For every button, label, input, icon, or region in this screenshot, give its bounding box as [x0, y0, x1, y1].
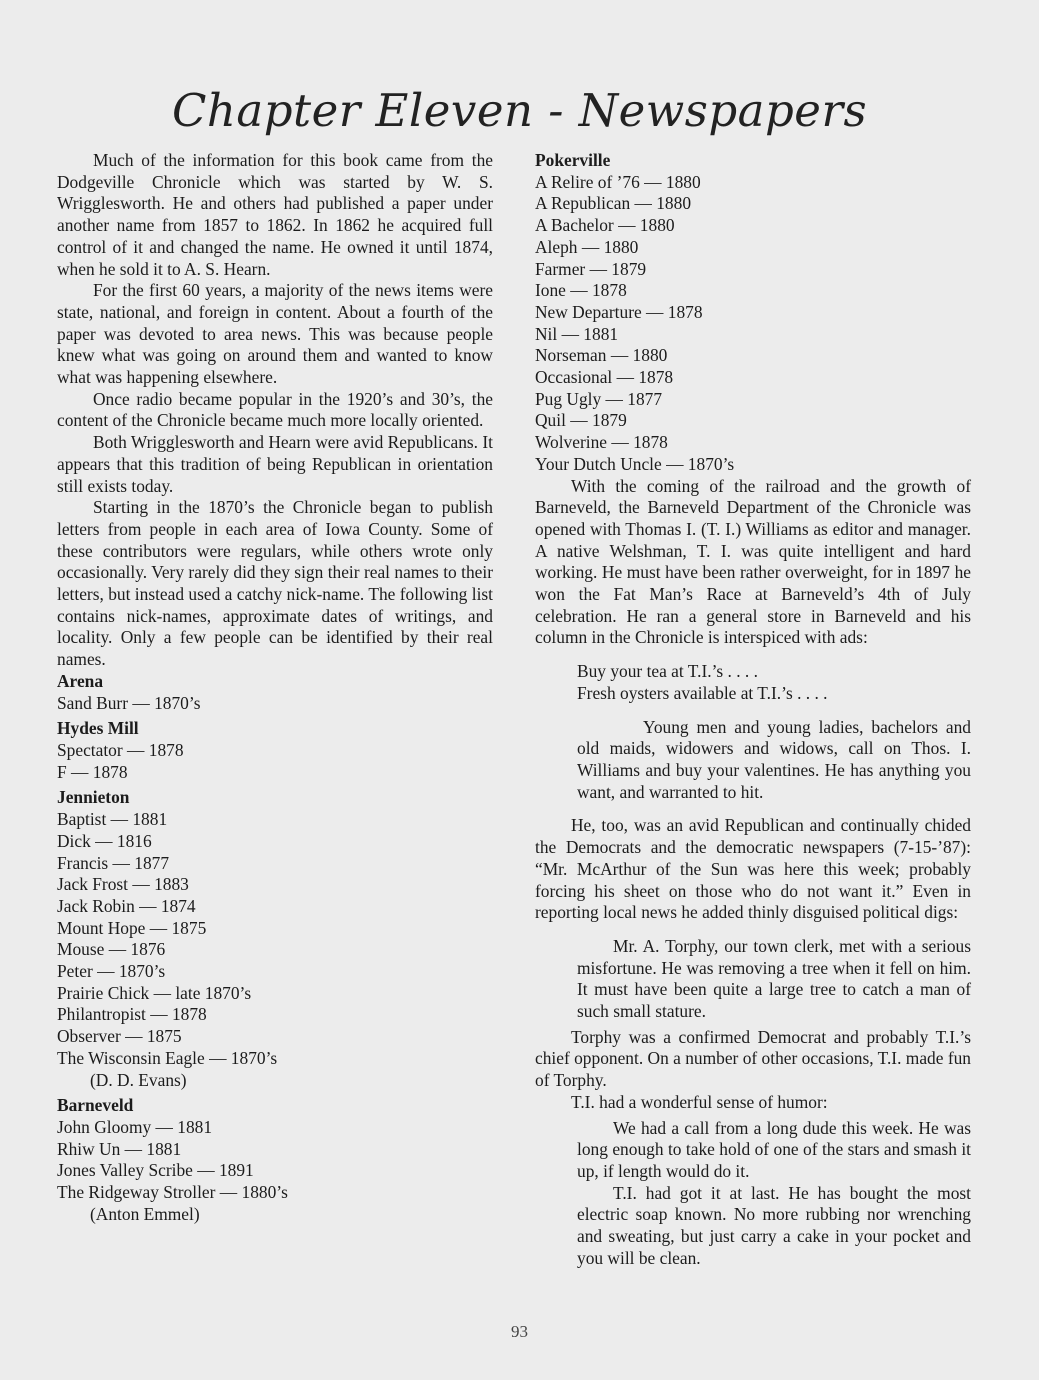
nickname-entry: The Wisconsin Eagle — 1870’s	[57, 1047, 278, 1068]
nickname-entry: Prairie Chick — late 1870’s	[57, 982, 252, 1003]
nickname-real-name: (Anton Emmel)	[90, 1203, 200, 1224]
quote: Mr. A. Torphy, our town clerk, met with a serious misfortune. He was removing a tree when it fell on him. It must have been quite a large tree to catch a man of such small stature.	[577, 935, 971, 1022]
nickname-entry: A Republican — 1880	[535, 193, 692, 214]
left-column	[57, 150, 493, 1225]
ad-quote: Fresh oysters available at T.I.’s . . . .	[577, 682, 828, 703]
quote: We had a call from a long dude this week. He was long enough to take hold of one of the stars and smash it up, if length would do it.	[577, 1117, 971, 1181]
nickname-real-name: (D. D. Evans)	[90, 1069, 187, 1090]
nickname-entry: Mount Hope — 1875	[57, 917, 207, 938]
quote: T.I. had got it at last. He has bought the most electric soap known. No more rubbing nor wrenching and sweating, but just carry a cake in your pocket and you will be clean.	[577, 1182, 971, 1268]
nickname-entry: John Gloomy — 1881	[57, 1116, 213, 1137]
nickname-entry: Observer — 1875	[57, 1026, 182, 1047]
nickname-entry: F — 1878	[57, 761, 128, 782]
quote-block	[535, 1118, 971, 1270]
nickname-entry: Your Dutch Uncle — 1870’s	[535, 453, 735, 474]
nickname-entry: Rhiw Un — 1881	[57, 1138, 182, 1159]
nickname-entry: Jack Frost — 1883	[57, 874, 189, 895]
nickname-entry: Jones Valley Scribe — 1891	[57, 1160, 254, 1181]
paragraph: Much of the information for this book came from the Dodgeville Chronicle which was started by W. S. Wrigglesworth. He and others had published a paper under another name from 1857 to 1862. In 1862 he acquired full control of it and changed the name. He owned it until 1874, when he sold it to A. S. Hearn.	[57, 150, 493, 279]
ad-quote: Young men and young ladies, bachelors and old maids, widowers and widows, call on Thos. I. Williams and buy your valentines. He has anything you want, and warranted to hit.	[577, 716, 971, 802]
nickname-entry: New Departure — 1878	[535, 301, 703, 322]
paragraph: For the first 60 years, a majority of the news items were state, national, and foreign in content. About a fourth of the paper was devoted to area news. This was because people knew what was going on around them and wanted to know what was happening elsewhere.	[57, 280, 493, 388]
paragraph: Torphy was a confirmed Democrat and probably T.I.’s chief opponent. On a number of other occasions, T.I. made fun of Torphy.	[535, 1026, 971, 1091]
nickname-entry: Mouse — 1876	[57, 939, 166, 960]
paragraph: T.I. had a wonderful sense of humor:	[571, 1091, 828, 1112]
nickname-entry: Wolverine — 1878	[535, 432, 668, 453]
nickname-entry: Dick — 1816	[57, 830, 152, 851]
nickname-entry: Pug Ugly — 1877	[535, 388, 663, 409]
area-heading: Barneveld	[57, 1095, 134, 1116]
paragraph: Both Wrigglesworth and Hearn were avid Republicans. It appears that this tradition of being Republican in orientation still exists today.	[57, 432, 493, 496]
nickname-entry: Peter — 1870’s	[57, 961, 166, 982]
nickname-entry: Norseman — 1880	[535, 345, 668, 366]
nickname-entry: Baptist — 1881	[57, 809, 168, 830]
chapter-title: Chapter Eleven - Newspapers	[171, 84, 868, 137]
nickname-entry: Francis — 1877	[57, 852, 170, 873]
area-heading: Jennieton	[57, 787, 130, 808]
nickname-entry: Jack Robin — 1874	[57, 895, 196, 916]
ad-quote-block	[535, 661, 971, 803]
nickname-entry: Nil — 1881	[535, 323, 619, 344]
nickname-entry: Quil — 1879	[535, 410, 627, 431]
nickname-entry: Spectator — 1878	[57, 739, 184, 760]
area-heading: Arena	[57, 670, 104, 691]
quote-block	[535, 936, 971, 1023]
nickname-entry: Occasional — 1878	[535, 367, 674, 388]
paragraph: Starting in the 1870’s the Chronicle began to publish letters from people in each area of Iowa County. Some of these contributors were regulars, while others wrote only occasionally. Very rarely did they sign their real names to their letters, but instead used a catchy nick-name. The following list contains nick-names, approximate dates of writings, and locality. Only a few people can be identified by their real names.	[57, 497, 493, 670]
nickname-entry: Aleph — 1880	[535, 236, 639, 257]
page-number: 93	[511, 1322, 528, 1341]
nickname-entry: Sand Burr — 1870’s	[57, 692, 201, 713]
ad-quote: Buy your tea at T.I.’s . . . .	[577, 661, 758, 682]
nickname-entry: Farmer — 1879	[535, 258, 647, 279]
nickname-entry: A Relire of ’76 — 1880	[535, 171, 701, 192]
area-heading: Pokerville	[535, 150, 611, 170]
area-heading: Hydes Mill	[57, 718, 139, 739]
paragraph: Once radio became popular in the 1920’s and 30’s, the content of the Chronicle became much more locally oriented.	[57, 388, 493, 431]
nickname-entry: Ione — 1878	[535, 280, 627, 301]
nickname-entry: The Ridgeway Stroller — 1880’s	[57, 1182, 288, 1203]
nickname-entry: Philantropist — 1878	[57, 1004, 207, 1025]
paragraph: He, too, was an avid Republican and continually chided the Democrats and the democratic newspapers (7-15-’87): “Mr. McArthur of the Sun was here this week; probably forcing his sheet on those who do not want it.” Even in reporting local news he added thinly disguised political digs:	[535, 815, 971, 923]
nickname-entry: A Bachelor — 1880	[535, 215, 675, 236]
right-column	[535, 150, 971, 1269]
paragraph: With the coming of the railroad and the growth of Barneveld, the Barneveld Department of the Chronicle was opened with Thomas I. (T. I.) Williams as editor and manager. A native Welshman, T. I. was quite intelligent and hard working. He must have been rather overweight, for in 1897 he won the Fat Man’s Race at Barneveld’s 4th of July celebration. He ran a general store in Barneveld and his column in the Chronicle is interspiced with ads:	[535, 475, 971, 648]
